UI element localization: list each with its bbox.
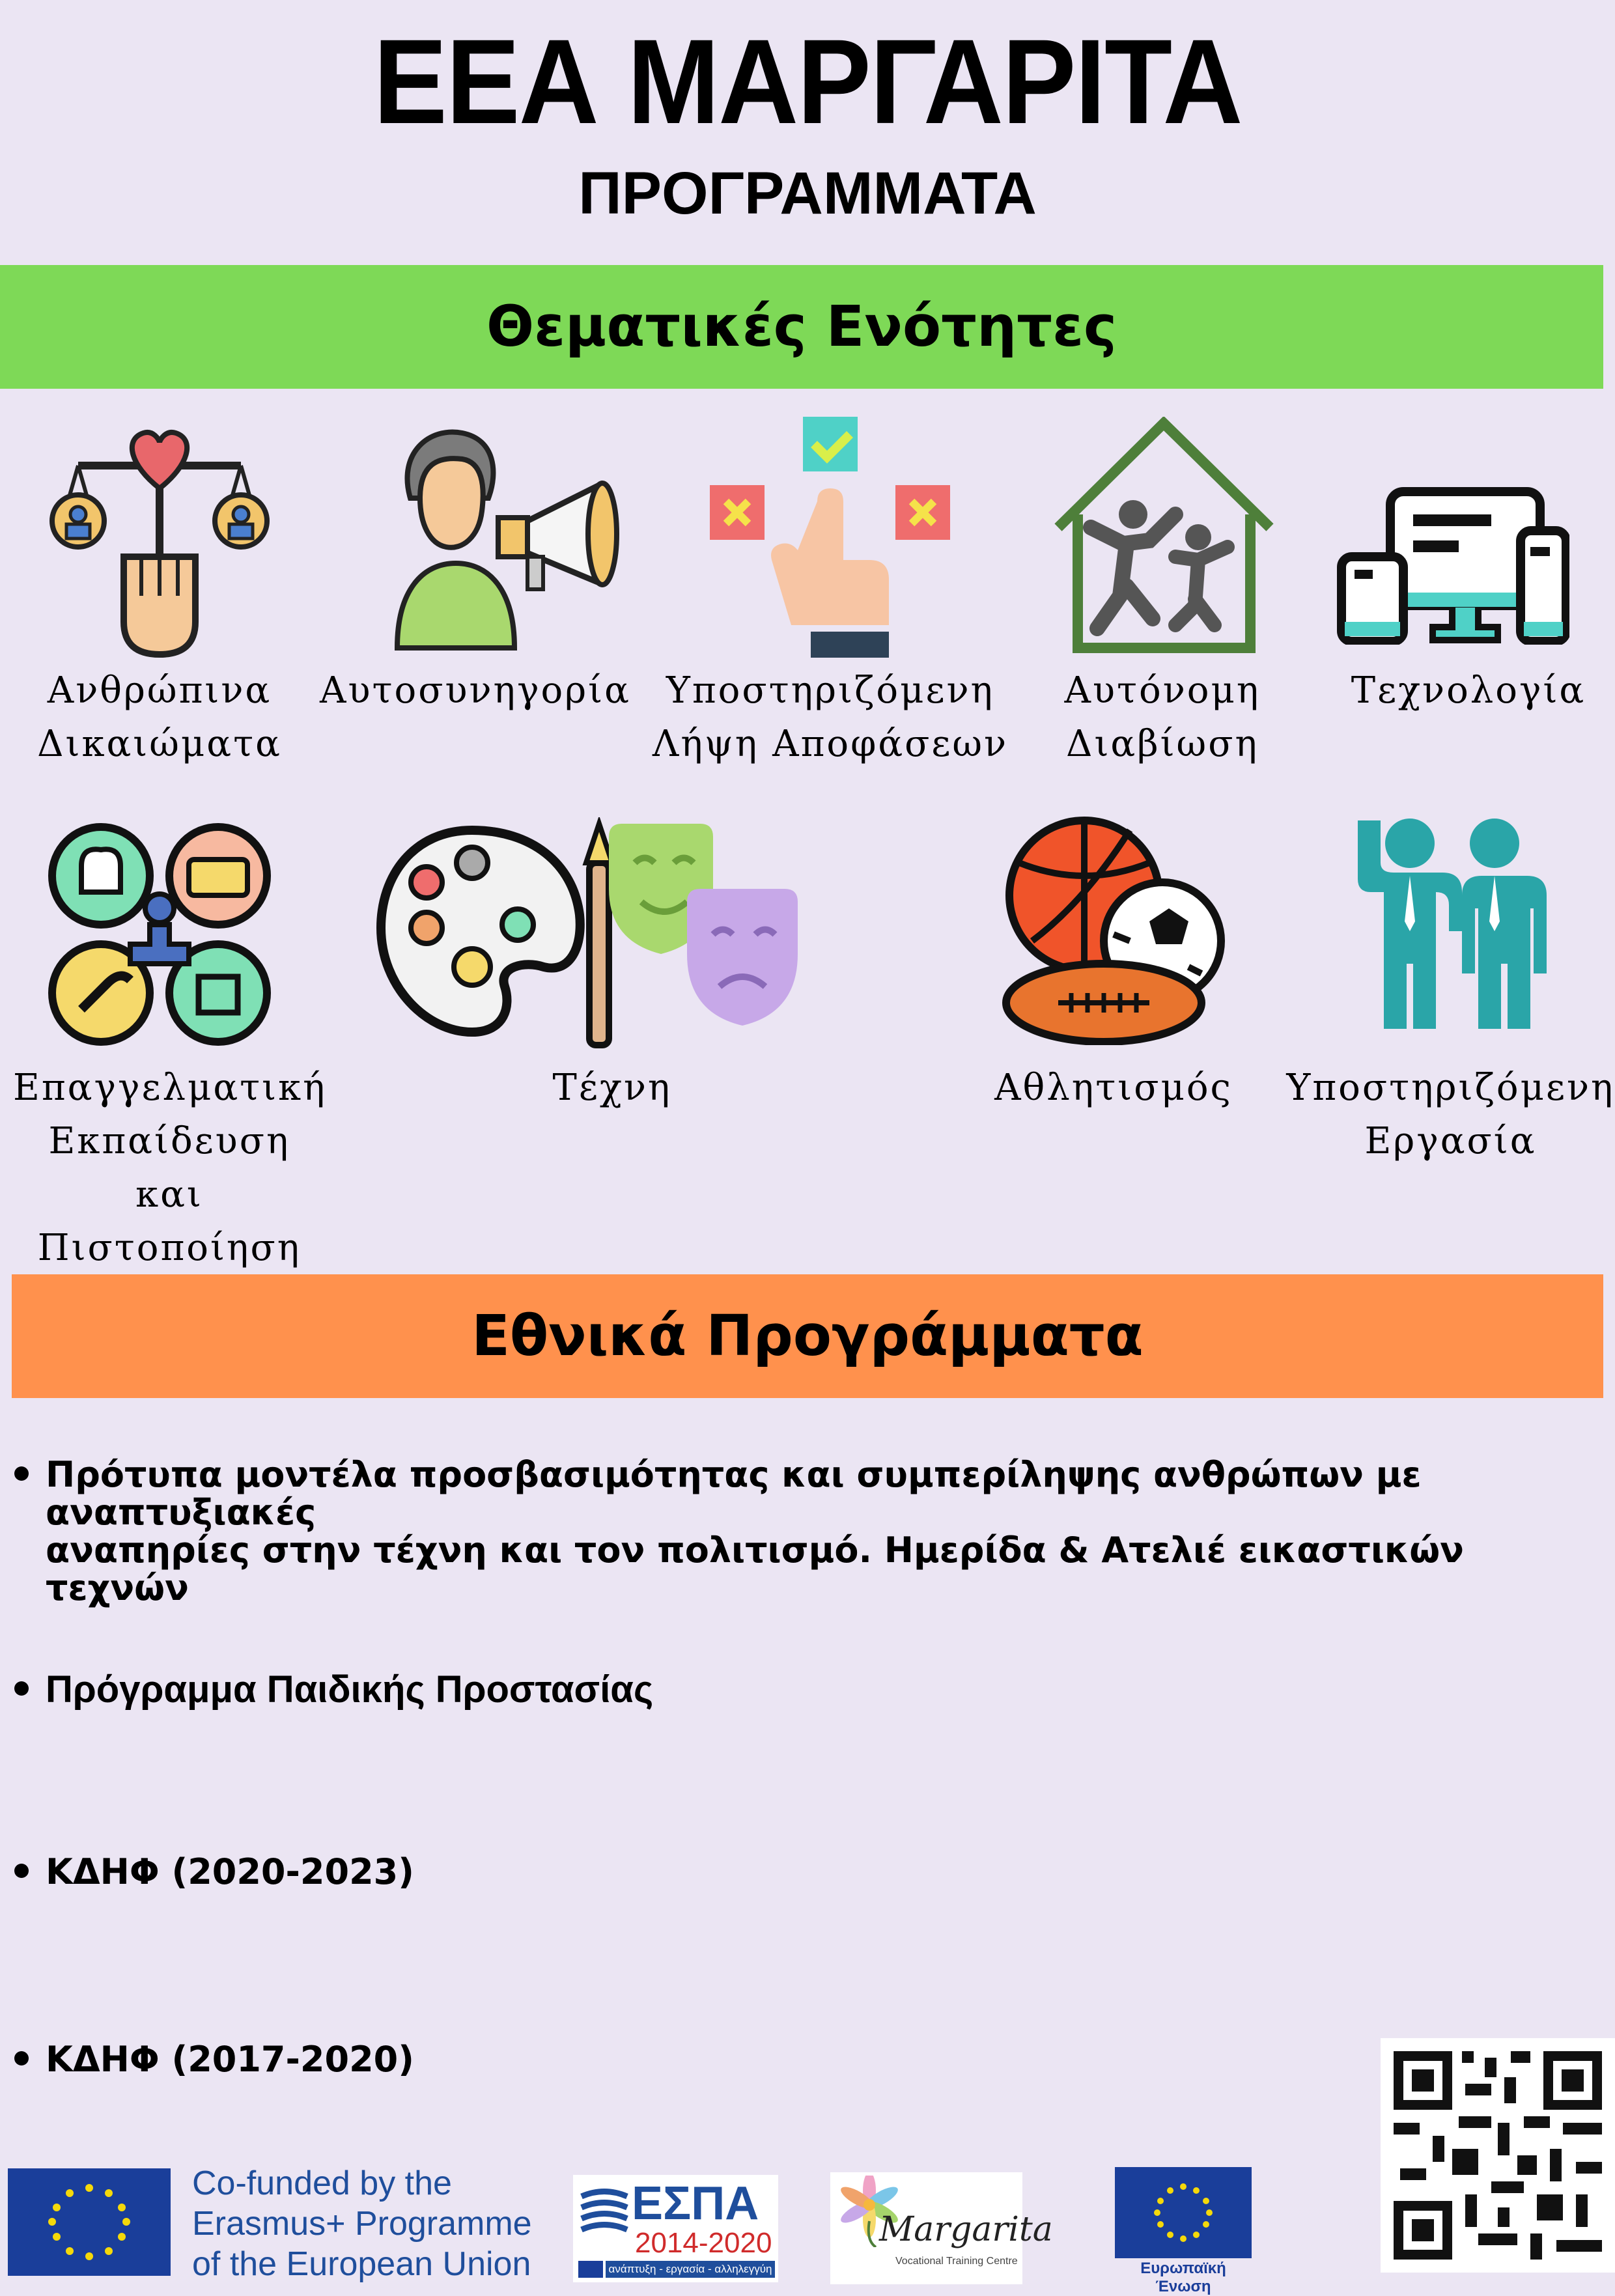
bullet-dot	[14, 1466, 29, 1481]
margarita-logo: Margarita Vocational Training Centre	[830, 2172, 1022, 2284]
espa-logo: ΕΣΠΑ 2014-2020 ανάπτυξη - εργασία - αλληλεγγύη	[573, 2175, 778, 2282]
thematic-heading-band	[0, 265, 1603, 389]
bullet-dot	[14, 1864, 29, 1878]
sports-icon	[1000, 811, 1234, 1045]
list-item: Πρότυπα μοντέλα προσβασιμότητας και συμπερίληψης ανθρώπων με αναπτυξιακές αναπηρίες στην τέχνη και τον πολιτισμό. Ημερίδα & Ατελιέ εικαστικών τεχνών	[12, 1456, 1575, 1607]
art-icon	[374, 817, 817, 1058]
thematic-heading: Θεματικές Ενότητες	[486, 294, 1117, 359]
espa-waves-icon	[578, 2187, 630, 2239]
qr-code	[1381, 2038, 1615, 2273]
page-title: ΕΕΑ ΜΑΡΓΑΡΙΤΑ	[373, 15, 1242, 149]
eu-flag-icon	[1115, 2167, 1252, 2258]
house-icon	[1052, 417, 1276, 658]
list-item: Πρόγραμμα Παιδικής Προστασίας	[12, 1671, 1314, 1709]
human-rights-icon	[39, 427, 280, 661]
list-item: ΚΔΗΦ (2020-2023)	[12, 1853, 1314, 1891]
label-supported-decision: Υποστηριζόμενη Λήψη Αποφάσεων	[652, 669, 1009, 765]
devices-icon	[1335, 485, 1569, 645]
bullet-dot	[14, 1681, 29, 1696]
supported-work-icon	[1348, 814, 1550, 1035]
label-sports: Αθλητισμός	[994, 1067, 1233, 1109]
national-heading-band	[12, 1274, 1603, 1398]
eu-flag-icon	[8, 2168, 171, 2276]
page-subtitle: ΠΡΟΓΡΑΜΜΑΤΑ	[578, 160, 1037, 227]
label-supported-work: Υποστηριζόμενη Εργασία	[1286, 1067, 1615, 1162]
vocational-icon	[46, 820, 274, 1048]
eu-logo: Ευρωπαϊκή Ένωση	[1115, 2167, 1252, 2284]
label-independent-living: Αυτόνομη Διαβίωση	[1064, 669, 1261, 765]
national-heading: Εθνικά Προγράμματα	[471, 1304, 1144, 1369]
label-human-rights: Ανθρώπινα Δικαιώματα	[37, 669, 282, 765]
label-art: Τέχνη	[552, 1067, 672, 1109]
bullet-dot	[14, 2051, 29, 2065]
eu-flag-icon	[578, 2261, 603, 2278]
label-vocational: Επαγγελματική Εκπαίδευση και Πιστοποίηση	[13, 1067, 327, 1269]
megaphone-icon	[384, 427, 625, 654]
list-item: ΚΔΗΦ (2017-2020)	[12, 2041, 1314, 2079]
label-technology: Τεχνολογία	[1351, 669, 1586, 712]
erasmus-text: Co-funded by the Erasmus+ Programme of the European Union	[192, 2164, 532, 2283]
decision-icon	[707, 417, 967, 658]
label-self-advocacy: Αυτοσυνηγορία	[320, 669, 631, 712]
